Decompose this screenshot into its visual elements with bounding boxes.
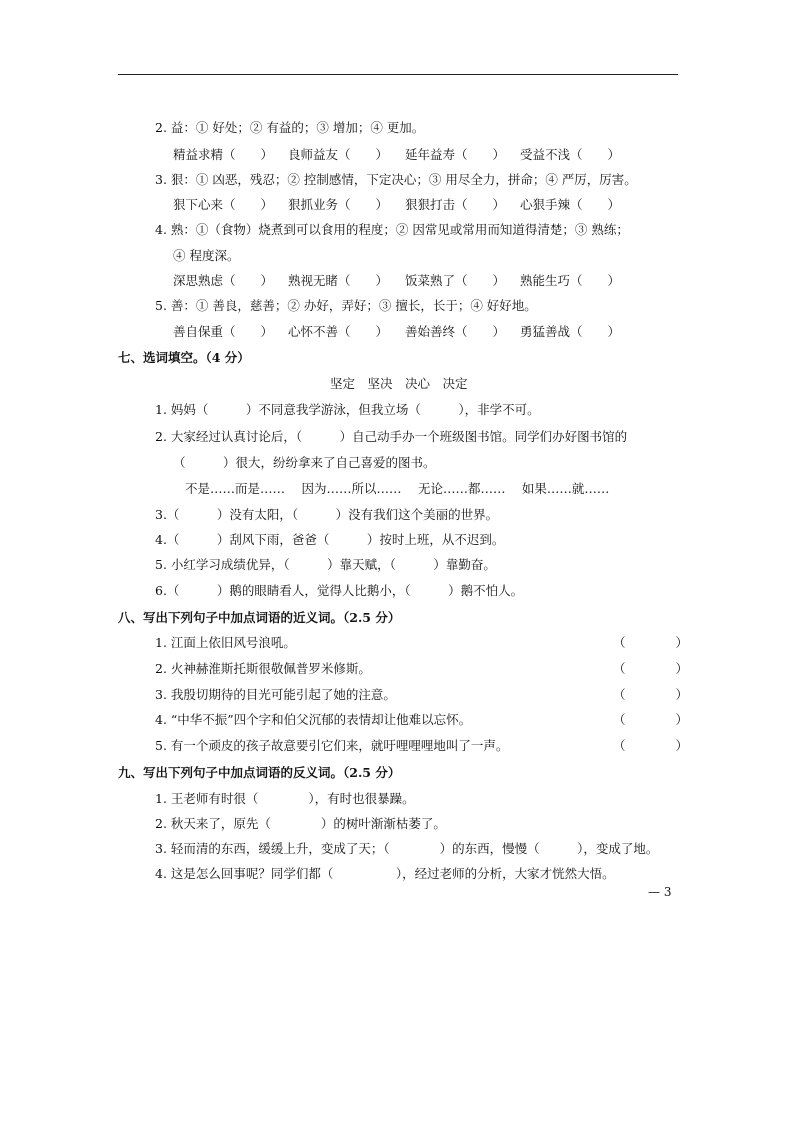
section-7-sentence-2b: （ ）很大，纷纷拿来了自己喜爱的图书。 [173, 455, 436, 470]
q3-item-3: 狠狠打击（ ） [405, 197, 506, 212]
q2-item-3: 延年益寿（ ） [405, 147, 506, 162]
section-7-word-bank-1: 坚定 坚决 决心 决定 [330, 376, 468, 391]
section-8-item-4: 4. “中华不振”四个字和伯父沉郁的表情却让他难以忘怀。 [155, 712, 472, 727]
q2-definition: 2. 益：① 好处；② 有益的；③ 增加；④ 更加。 [155, 120, 425, 135]
q3-item-2: 狠抓业务（ ） [288, 197, 389, 212]
q5-item-3: 善始善终（ ） [405, 324, 506, 339]
section-8-item-3: 3. 我殷切期待的目光可能引起了她的注意。 [155, 687, 396, 702]
q3-item-4: 心狠手辣（ ） [520, 197, 621, 212]
section-9-item-4: 4. 这是怎么回事呢？同学们都（ ），经过老师的分析，大家才恍然大悟。 [155, 866, 615, 881]
section-8-answer-2[interactable]: （ ） [613, 661, 689, 676]
q4-item-3: 饭菜熟了（ ） [405, 273, 506, 288]
section-8-answer-3[interactable]: （ ） [613, 687, 689, 702]
section-7-word-bank-2: 不是……而是…… 因为……所以…… 无论……都…… 如果……就…… [185, 481, 610, 496]
q2-item-1: 精益求精（ ） [173, 147, 274, 162]
q3-definition: 3. 狠：① 凶恶，残忍；② 控制感情，下定决心；③ 用尽全力，拼命；④ 严厉，厉害。 [155, 172, 637, 187]
q4-item-1: 深思熟虑（ ） [173, 273, 274, 288]
q3-item-1: 狠下心来（ ） [173, 197, 274, 212]
q4-definition-2: ④ 程度深。 [173, 248, 240, 263]
q5-item-2: 心怀不善（ ） [288, 324, 389, 339]
q5-item-1: 善自保重（ ） [173, 324, 274, 339]
q5-definition: 5. 善：① 善良，慈善；② 办好，弄好；③ 擅长，长于；④ 好好地。 [155, 298, 537, 313]
section-9-title: 九、写出下列句子中加点词语的反义词。（2.5 分） [118, 765, 401, 780]
section-7-sentence-5: 5. 小红学习成绩优异，（ ）靠天赋，（ ）靠勤奋。 [155, 557, 496, 572]
section-9-item-3: 3. 轻而清的东西，缓缓上升，变成了天；（ ）的东西，慢慢（ ），变成了地。 [155, 841, 659, 856]
section-7-sentence-2a: 2. 大家经过认真讨论后，（ ）自己动手办一个班级图书馆。同学们办好图书馆的 [155, 429, 628, 444]
section-7-title: 七、选词填空。（4 分） [118, 350, 250, 365]
q5-item-4: 勇猛善战（ ） [520, 324, 621, 339]
q2-item-2: 良师益友（ ） [288, 147, 389, 162]
section-8-item-1: 1. 江面上依旧风号浪吼。 [155, 635, 296, 650]
q4-item-4: 熟能生巧（ ） [520, 273, 621, 288]
section-8-answer-5[interactable]: （ ） [613, 738, 689, 753]
section-8-answer-4[interactable]: （ ） [613, 712, 689, 727]
q4-item-2: 熟视无睹（ ） [288, 273, 389, 288]
section-8-item-5: 5. 有一个顽皮的孩子故意要引它们来，就吁哩哩哩地叫了一声。 [155, 738, 509, 753]
page-number: — 3 [648, 885, 672, 899]
section-8-answer-1[interactable]: （ ） [613, 635, 689, 650]
section-8-item-2: 2. 火神赫淮斯托斯很敬佩普罗米修斯。 [155, 661, 371, 676]
section-7-sentence-6: 6.（ ）鹅的眼睛看人，觉得人比鹅小，（ ）鹅不怕人。 [155, 583, 524, 598]
section-7-sentence-1: 1. 妈妈（ ）不同意我学游泳，但我立场（ ），非学不可。 [155, 402, 540, 417]
section-8-title: 八、写出下列句子中加点词语的近义词。（2.5 分） [118, 610, 401, 625]
section-7-sentence-3: 3.（ ）没有太阳，（ ）没有我们这个美丽的世界。 [155, 507, 499, 522]
q2-item-4: 受益不浅（ ） [520, 147, 621, 162]
section-7-sentence-4: 4.（ ）刮风下雨，爸爸（ ）按时上班，从不迟到。 [155, 532, 505, 547]
header-rule [118, 74, 678, 75]
section-9-item-1: 1. 王老师有时很（ ），有时也很暴躁。 [155, 791, 415, 806]
section-9-item-2: 2. 秋天来了，原先（ ）的树叶渐渐枯萎了。 [155, 816, 446, 831]
q4-definition-1: 4. 熟：①（食物）烧煮到可以食用的程度；② 因常见或常用而知道得清楚；③ 熟练； [155, 222, 629, 237]
